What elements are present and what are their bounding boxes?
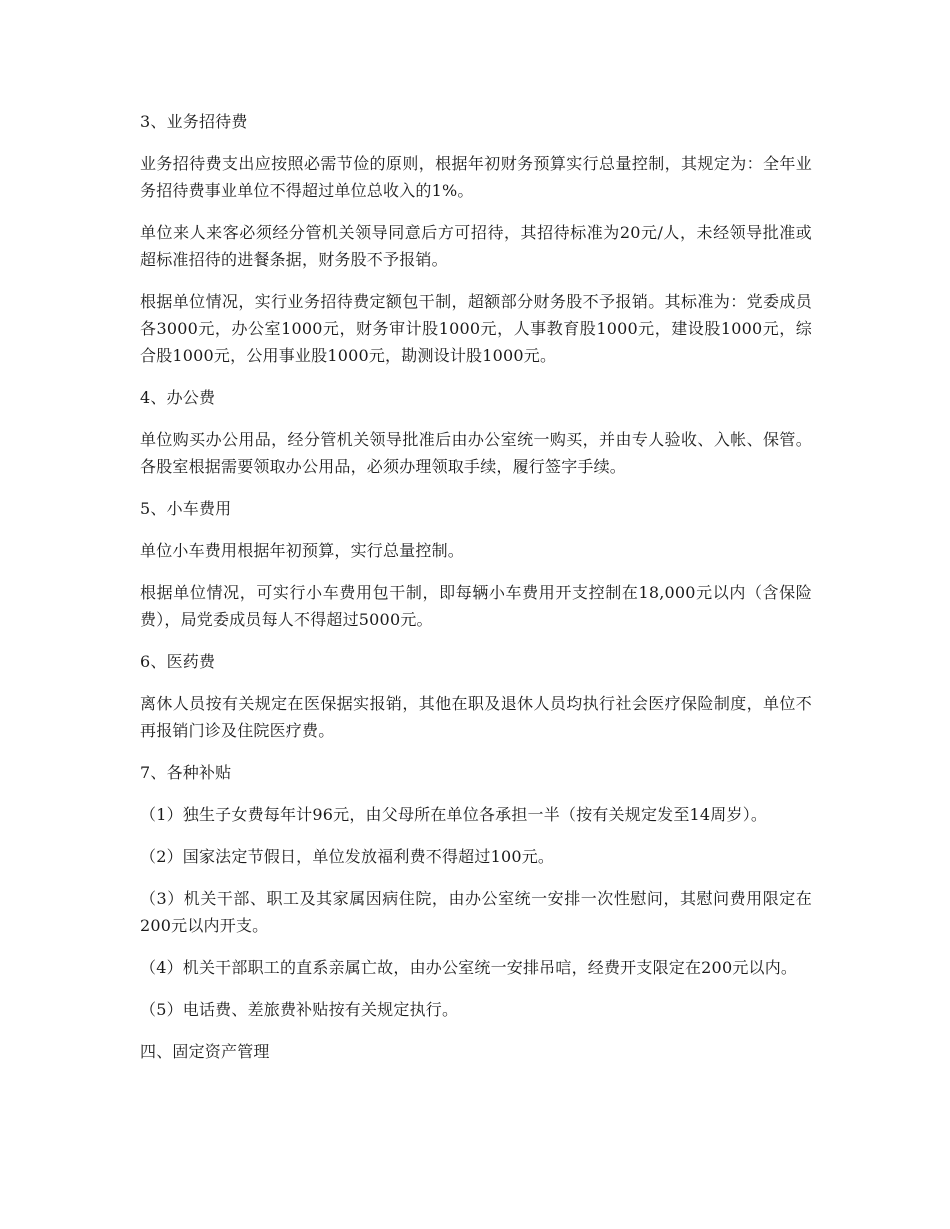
paragraph: 业务招待费支出应按照必需节俭的原则，根据年初财务预算实行总量控制，其规定为：全年业务招待费事业单位不得超过单位总收入的1%。 [140,154,812,200]
section-heading-subsidies: 7、各种补贴 [140,763,232,782]
list-item: （3）机关干部、职工及其家属因病住院，由办公室统一安排一次性慰问，其慰问费用限定在200元以内开支。 [140,889,812,935]
list-item: （2）国家法定节假日，单位发放福利费不得超过100元。 [140,847,555,866]
section-heading-medical-expenses: 6、医药费 [140,652,216,671]
list-item: （5）电话费、差旅费补贴按有关规定执行。 [140,1000,459,1019]
paragraph: 根据单位情况，实行业务招待费定额包干制，超额部分财务股不予报销。其标准为：党委成员各3000元，办公室1000元，财务审计股1000元，人事教育股1000元，建设股1000元，综合股1000元，公用事业股1000元，勘测设计股1000元。 [140,292,812,365]
list-item: （1）独生子女费每年计96元，由父母所在单位各承担一半（按有关规定发至14周岁）。 [140,805,768,824]
section-heading-fixed-assets: 四、固定资产管理 [140,1042,270,1061]
paragraph: 离休人员按有关规定在医保据实报销，其他在职及退休人员均执行社会医疗保险制度，单位不再报销门诊及住院医疗费。 [140,694,812,740]
list-item: （4）机关干部职工的直系亲属亡故，由办公室统一安排吊唁，经费开支限定在200元以内。 [140,958,798,977]
paragraph: 单位来人来客必须经分管机关领导同意后方可招待，其招待标准为20元/人，未经领导批准或超标准招待的进餐条据，财务股不予报销。 [140,223,812,269]
section-heading-office-expenses: 4、办公费 [140,388,216,407]
section-heading-vehicle-expenses: 5、小车费用 [140,499,232,518]
paragraph: 单位购买办公用品，经分管机关领导批准后由办公室统一购买，并由专人验收、入帐、保管。各股室根据需要领取办公用品，必须办理领取手续，履行签字手续。 [140,430,812,476]
paragraph: 单位小车费用根据年初预算，实行总量控制。 [140,541,465,560]
paragraph: 根据单位情况，可实行小车费用包干制，即每辆小车费用开支控制在18,000元以内（含保险费），局党委成员每人不得超过5000元。 [140,583,812,629]
section-heading-entertainment: 3、业务招待费 [140,112,248,131]
document-body [140,108,812,1080]
